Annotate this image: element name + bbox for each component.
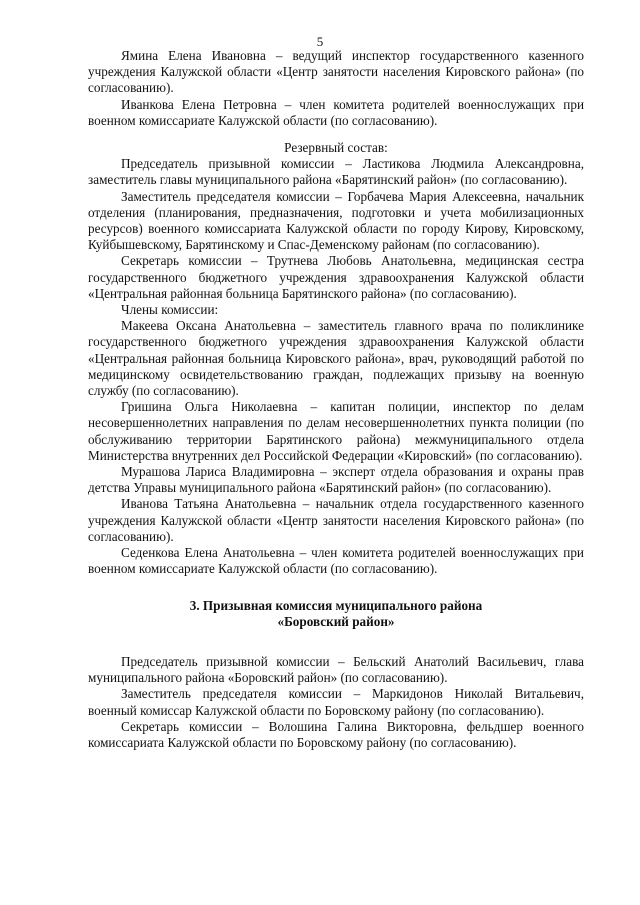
paragraph-borovsk-secretary: Секретарь комиссии – Волошина Галина Викторовна, фельдшер военного комиссариата Калужской области по Боровскому району (по согласованию). [88,718,584,750]
paragraph-borovsk-deputy: Заместитель председателя комиссии – Маркидонов Николай Витальевич, военный комиссар Калужской области по Боровскому району (по согласованию). [88,686,584,718]
paragraph-reserve-secretary: Секретарь комиссии – Трутнева Любовь Анатольевна, медицинская сестра государственного бюджетного учреждения здравоохранения Калужской области «Центральная районная больница Барятинского района» (по согласованию). [88,253,584,301]
paragraph-reserve-deputy: Заместитель председателя комиссии – Горбачева Мария Алексеевна, начальник отделения (планирования, предназначения, подготовки и учета мобилизационных ресурсов) военного комиссариата Калужской области по городу Кирову, Кировскому, Куйбышевскому, Барятинскому и Спас-Деменскому районам (по согласованию). [88,188,584,253]
section-3-title-line-2: «Боровский район» [277,613,395,629]
paragraph-yamina: Ямина Елена Ивановна – ведущий инспектор государственного казенного учреждения Калужской области «Центр занятости населения Кировского района» (по согласованию). [88,48,584,96]
document-body [88,48,584,751]
paragraph-borovsk-chairman: Председатель призывной комиссии – Бельский Анатолий Васильевич, глава муниципального района «Боровский район» (по согласованию). [88,653,584,686]
section-3-title-line-1: 3. Призывная комиссия муниципального района [189,597,483,613]
reserve-heading: Резервный состав: [284,140,388,156]
paragraph-member-makeeva: Макеева Оксана Анатольевна – заместитель главного врача по поликлинике государственного бюджетного учреждения здравоохранения Калужской области «Центральная районная больница Кировского района», врач, руководящий работой по медицинскому освидетельствованию граждан, подлежащих призыву на военную службу (по согласованию). [88,318,584,399]
paragraph-member-ivanova: Иванова Татьяна Анатольевна – начальник отдела государственного казенного учреждения Калужской области «Центр занятости населения Кировского района» (по согласованию). [88,496,584,544]
spacer [88,578,584,598]
page-number: 5 [316,34,324,49]
spacer [88,129,584,140]
paragraph-reserve-chairman: Председатель призывной комиссии – Ластикова Людмила Александровна, заместитель главы муниципального района «Барятинский район» (по согласованию). [88,156,584,188]
paragraph-ivankova: Иванкова Елена Петровна – член комитета родителей военнослужащих при военном комиссариате Калужской области (по согласованию). [88,96,584,128]
paragraph-member-sedenkova: Седенкова Елена Анатольевна – член комитета родителей военнослужащих при военном комиссариате Калужской области (по согласованию). [88,545,584,577]
members-label: Члены комиссии: [121,302,219,318]
spacer [88,630,584,654]
paragraph-member-grishina: Гришина Ольга Николаевна – капитан полиции, инспектор по делам несовершеннолетних направления по делам несовершеннолетних пункта полиции (по обслуживанию территории Барятинского района) межмуниципального отдела Министерства внутренних дел Российской Федерации «Кировский» (по согласованию). [88,399,584,463]
paragraph-member-murashova: Мурашова Лариса Владимировна – эксперт отдела образования и охраны прав детства Управы муниципального района «Барятинский район» (по согласованию). [88,464,584,496]
